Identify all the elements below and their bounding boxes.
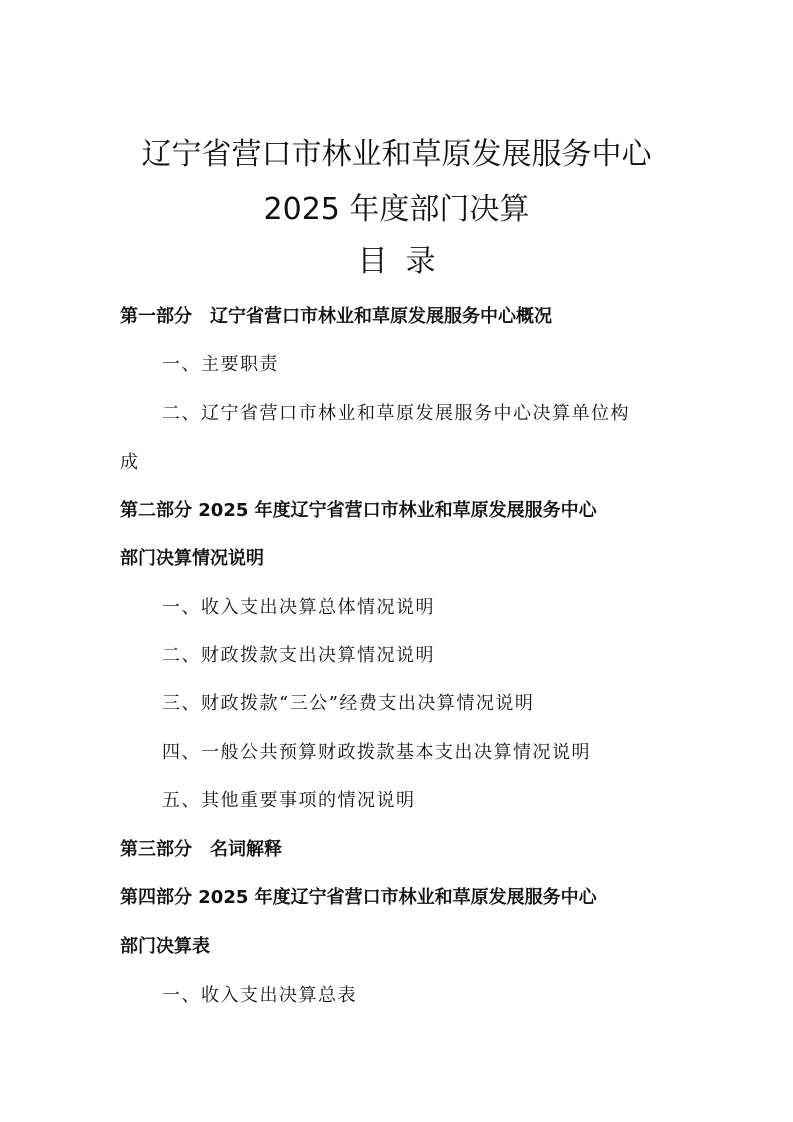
- toc-item-2-2: 二、财政拨款支出决算情况说明: [162, 645, 435, 666]
- toc-item-1-2: 二、辽宁省营口市林业和草原发展服务中心决算单位构: [162, 403, 630, 424]
- toc-item-4-1: 一、收入支出决算总表: [162, 985, 357, 1006]
- document-title: 辽宁省营口市林业和草原发展服务中心: [141, 137, 652, 172]
- toc-item-2-4: 四、一般公共预算财政拨款基本支出决算情况说明: [162, 742, 591, 763]
- toc-part-1: 第一部分 辽宁省营口市林业和草原发展服务中心概况: [120, 306, 552, 327]
- toc-item-2-1: 一、收入支出决算总体情况说明: [162, 597, 435, 618]
- toc-part-2-continued: 部门决算情况说明: [120, 548, 264, 569]
- toc-item-1-1: 一、主要职责: [162, 354, 279, 375]
- toc-part-4-continued: 部门决算表: [120, 936, 210, 957]
- toc-item-1-2-continued: 成: [120, 452, 138, 473]
- toc-item-2-5: 五、其他重要事项的情况说明: [162, 790, 416, 811]
- document-subtitle: 2025 年度部门决算: [263, 192, 530, 227]
- toc-part-3: 第三部分 名词解释: [120, 839, 282, 860]
- toc-part-2: 第二部分 2025 年度辽宁省营口市林业和草原发展服务中心: [120, 500, 597, 521]
- toc-part-4: 第四部分 2025 年度辽宁省营口市林业和草原发展服务中心: [120, 887, 597, 908]
- toc-heading: 目录: [357, 244, 454, 279]
- toc-item-2-3: 三、财政拨款“三公”经费支出决算情况说明: [162, 693, 535, 714]
